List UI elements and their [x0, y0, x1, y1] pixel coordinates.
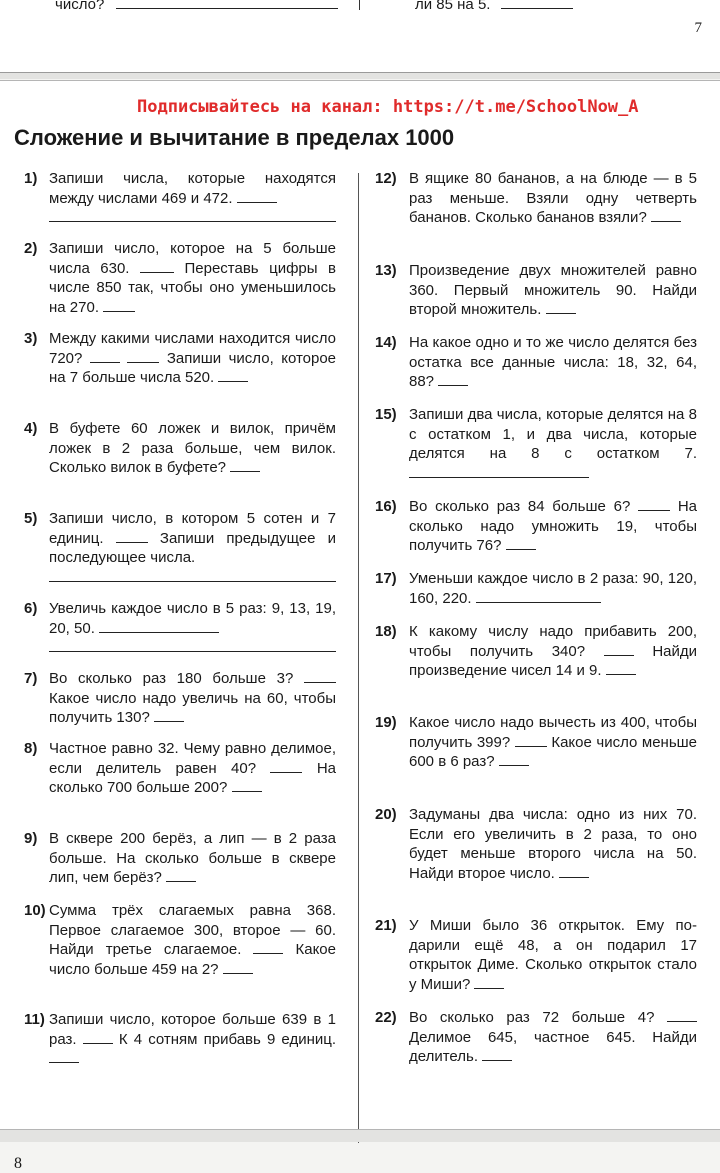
task-text-part: Запиши число, которое больше 639 в 1 раз.: [49, 1011, 336, 1048]
task-number: 20): [375, 806, 397, 823]
task-text-part: В буфете 60 ложек и вилок, причём ложек в 2 раза больше, чем вилок. Сколько вилок в буфете?: [49, 420, 336, 477]
answer-blank: [116, 530, 148, 543]
task-text-part: Во сколько раз 180 больше 3?: [49, 670, 294, 687]
task-text: [49, 599, 336, 638]
task-number: 2): [24, 240, 38, 257]
task-text: [409, 713, 697, 772]
task-text: [49, 1010, 336, 1069]
prev-page-left-line: [55, 0, 338, 13]
page-number: 8: [14, 1155, 22, 1172]
answer-blank: [667, 1009, 697, 1022]
task-number: 19): [375, 714, 397, 731]
answer-blank: [90, 350, 120, 363]
task-number: 8): [24, 740, 38, 757]
answer-blank: [237, 190, 277, 203]
task-13: [372, 261, 697, 320]
answer-blank: [409, 465, 589, 478]
task-18: [372, 622, 697, 681]
task-text: [409, 169, 697, 228]
task-text: [409, 261, 697, 320]
task-21: [372, 916, 697, 994]
task-text: [409, 916, 697, 994]
answer-blank: [546, 301, 576, 314]
task-text-part: Запиши числа, которые находятся между числами 469 и 472.: [49, 170, 336, 207]
page-gap: [0, 73, 720, 79]
answer-blank: [501, 8, 573, 9]
task-text-part: На какое одно и то же число делятся без остатка все данные числа: 18, 32, 64, 88?: [409, 334, 697, 391]
answer-blank: [476, 590, 601, 603]
task-text-part: Задуманы два числа: одно из них 70. Если его увеличить в 2 раза, то оно будет меньше второго числа на 50. Найди второе число.: [409, 806, 697, 882]
task-text: [49, 239, 336, 317]
previous-page-fragment: [0, 0, 720, 73]
page-gap-bottom: [0, 1129, 720, 1142]
answer-blank: [506, 537, 536, 550]
task-text-part: Увеличь каждое число в 5 раз: 9, 13, 19, 20, 50.: [49, 600, 336, 637]
task-text: [49, 169, 336, 208]
task-8: [14, 739, 336, 798]
task-text-part: Во сколько раз 84 больше 6?: [409, 498, 631, 515]
answer-blank: [515, 734, 547, 747]
task-text-part: В ящике 80 бананов, а на блюде — в 5 раз меньше. Взяли одну четверть бананов. Сколько бананов взяли?: [409, 170, 697, 227]
task-number: 3): [24, 330, 38, 347]
task-text: [409, 622, 697, 681]
task-text-part: Запиши число, в котором 5 сотен и 7 единиц.: [49, 510, 336, 547]
column-divider-top: [359, 0, 360, 10]
task-text-part: Сумма трёх слагаемых равна 368. Первое слагаемое 300, второе — 60. Найди третье слагаемое.: [49, 902, 336, 959]
page-title: Сложение и вычитание в пределах 1000: [14, 125, 455, 150]
task-22: [372, 1008, 697, 1067]
task-text: [49, 509, 336, 568]
task-text-part: Запиши два числа, которые делятся на 8 с остатком 1, и два числа, которые делятся на 8 с остатком 7.: [409, 406, 697, 463]
answer-blank: [116, 8, 338, 9]
prev-page-right-line: [415, 0, 573, 13]
task-16: [372, 497, 697, 556]
promo-banner: Подписывайтесь на канал: https://t.me/SchoolNow_A: [137, 97, 639, 117]
task-text-part: Делимое 645, частное 645. Найди делитель.: [409, 1028, 697, 1066]
answer-blank: [154, 709, 184, 722]
answer-blank: [218, 369, 248, 382]
task-text: [409, 405, 697, 483]
answer-line: [49, 568, 336, 582]
task-14: [372, 333, 697, 392]
answer-blank: [606, 662, 636, 675]
task-text: [49, 829, 336, 888]
answer-line: [49, 638, 336, 652]
answer-blank: [438, 373, 468, 386]
answer-blank: [559, 865, 589, 878]
task-number: 18): [375, 623, 397, 640]
task-12: [372, 169, 697, 228]
task-text-part: Частное равно 32. Чему равно делимое, если делитель равен 40?: [49, 740, 336, 777]
task-11: [14, 1010, 336, 1069]
answer-blank: [482, 1048, 512, 1061]
task-text-part: Во сколько раз 72 больше 4?: [409, 1009, 655, 1026]
task-text-part: В сквере 200 берёз, а лип — в 2 раза больше. На сколько больше в сквере лип, чем берёз?: [49, 830, 336, 887]
task-text: [409, 569, 697, 608]
task-10: [14, 901, 336, 979]
task-number: 21): [375, 917, 397, 934]
task-text-part: Найди произведение чисел 14 и 9.: [409, 642, 697, 680]
answer-blank: [270, 760, 302, 773]
task-number: 22): [375, 1009, 397, 1026]
answer-blank: [103, 299, 135, 312]
task-text-part: К 4 сотням прибавь 9 единиц.: [118, 1030, 336, 1048]
task-text-part: Какое число надо вычесть из 400, чтобы получить 399?: [409, 714, 697, 751]
task-text-part: К какому числу надо прибавить 200, чтобы получить 340?: [409, 623, 697, 660]
task-19: [372, 713, 697, 772]
task-number: 11): [24, 1011, 45, 1028]
task-text-part: Произведение двух множителей равно 360. Первый множитель 90. Найди второй множитель.: [409, 262, 697, 319]
task-17: [372, 569, 697, 608]
task-text: [49, 329, 336, 388]
task-number: 16): [375, 498, 397, 515]
task-4: [14, 419, 336, 478]
task-15: [372, 405, 697, 483]
task-text-part: Какое число меньше 600 в 6 раз?: [409, 733, 698, 771]
task-3: [14, 329, 336, 388]
answer-blank: [166, 869, 196, 882]
task-text-part: Запиши число, которое на 7 больше числа 520.: [49, 349, 337, 387]
task-text: [409, 1008, 697, 1067]
task-20: [372, 805, 697, 883]
task-number: 9): [24, 830, 38, 847]
task-2: [14, 239, 336, 317]
task-text-part: Между какими числами находится число 720?: [49, 330, 336, 367]
task-text-part: Какое число больше 459 на 2?: [49, 941, 336, 978]
task-number: 12): [375, 170, 397, 187]
task-text: [409, 333, 697, 392]
task-number: 5): [24, 510, 38, 527]
answer-blank: [99, 620, 219, 633]
task-number: 13): [375, 262, 397, 279]
answer-blank: [638, 498, 670, 511]
task-7: [14, 669, 336, 728]
task-text: [409, 497, 697, 556]
task-text: [49, 419, 336, 478]
answer-blank: [604, 643, 634, 656]
task-text-part: На сколько надо умножить 19, чтобы получить 76?: [409, 498, 698, 555]
task-9: [14, 829, 336, 888]
answer-blank: [49, 1050, 79, 1063]
task-number: 14): [375, 334, 397, 351]
task-text-part: Запиши число, которое на 5 больше числа 630.: [49, 240, 336, 277]
answer-blank: [304, 670, 336, 683]
answer-blank: [232, 779, 262, 792]
task-number: 7): [24, 670, 38, 687]
prev-page-left-text: число?: [55, 0, 105, 13]
task-5: [14, 509, 336, 582]
prev-page-right-text: ли 85 на 5.: [415, 0, 491, 13]
task-number: 15): [375, 406, 397, 423]
answer-blank: [230, 459, 260, 472]
task-text: [409, 805, 697, 883]
answer-blank: [499, 753, 529, 766]
answer-blank: [223, 961, 253, 974]
answer-blank: [140, 260, 174, 273]
answer-blank: [83, 1031, 113, 1044]
task-number: 1): [24, 170, 38, 187]
task-text: [49, 669, 336, 728]
column-divider: [358, 173, 359, 1143]
answer-blank: [253, 941, 283, 954]
task-6: [14, 599, 336, 652]
task-text: [49, 739, 336, 798]
answer-blank: [651, 209, 681, 222]
task-number: 10): [24, 902, 46, 919]
task-text-part: Какое число надо увеличь на 60, чтобы получить 130?: [49, 689, 336, 727]
task-text-part: Уменьши каждое число в 2 раза: 90, 120, 160, 220.: [409, 570, 697, 607]
worksheet-page: [0, 80, 720, 1172]
task-text: [49, 901, 336, 979]
task-text-part: На сколько 700 больше 200?: [49, 759, 336, 797]
answer-line: [49, 208, 336, 222]
task-text-part: Запиши предыдущее и последующее числа.: [49, 529, 337, 567]
answer-blank: [127, 350, 159, 363]
task-text-part: Переставь цифры в числе 850 так, чтобы оно уменьшилось на 270.: [49, 259, 337, 316]
answer-blank: [474, 976, 504, 989]
task-number: 6): [24, 600, 38, 617]
task-1: [14, 169, 336, 222]
prev-page-number: 7: [694, 20, 702, 36]
task-number: 17): [375, 570, 397, 587]
task-number: 4): [24, 420, 38, 437]
task-text-part: У Миши было 36 открыток. Ему подарили ещё 48, а он подарил 17 открыток Диме. Сколько открыток стало у Миши?: [409, 917, 697, 993]
